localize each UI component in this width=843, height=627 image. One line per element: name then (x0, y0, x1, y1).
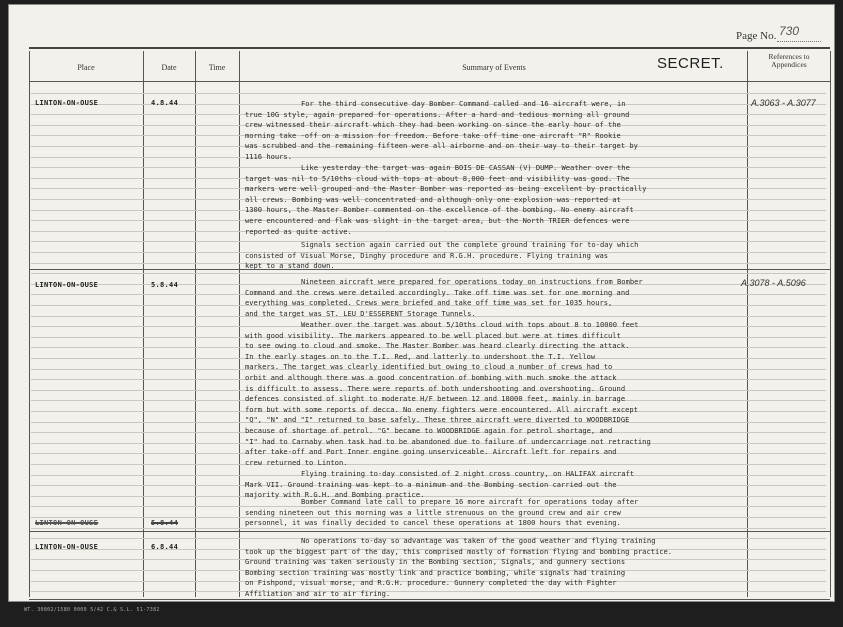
page-number-value: 730 (779, 24, 800, 38)
page-number-label: Page No. (736, 30, 777, 42)
printer-imprint: WT. 30802/1580 0000 5/42 C.& S.L. 51-7382 (24, 607, 160, 613)
entry-paragraph: Weather over the target was about 5/10ths cloud with tops about 8 to 10000 feet with good visibility. The markers appeared to be well placed but were at times difficult to see owing to cloud and smoke. The Master Bomber was heard clearly directing the attack. In the early stages on to the T.I. Red, and latterly to undershoot the T.I. Yellow markers. The target was clearly identified but owing to cloud a number of crews had to orbit and although there was a good concentration of bombing with much smoke the attack is difficult to assess. There were reports of both undershooting and overshooting. Ground defences consisted of slight to moderate H/F between 12 and 18000 feet, mainly in barrage form but with some reports of decca. No enemy fighters were encountered. All aircraft except "Q", "N" and "I" returned to base safely. These three aircraft were diverted to WOODBRIDGE because of shortage of petrol. "G" became to WOODBRIDGE again for petrol shortage, and "I" had to Carnaby when task had to be abandoned due to failure of undercarriage not retracting after take-off and Port Inner engine going unserviceable. Aircraft left for repairs and crew returned to Linton. (245, 320, 651, 467)
col-divider-time-summary (239, 51, 240, 597)
entry-date: 4.8.44 (151, 99, 179, 107)
entry-paragraph: Flying training to-day consisted of 2 night cross country, on HALIFAX aircraft Mark VII. Ground training was kept to a minimum and the Bombing section carried out the majority with R.G.H. and Bombing practice. (245, 469, 635, 500)
date-column-header: Date (161, 63, 177, 72)
entry-paragraph: No operations to-day so advantage was taken of the good weather and flying training took up the biggest part of the day, this comprised mostly of formation flying and bombing practice. Ground training was taken seriously in the Bombing section, Signals, and gunnery sections Bombing section training was mostly link and practice bombing, while signals had training on Fishpond, visual morse, and R.G.H. procedure. Gunnery completed the day with Fighter Affiliation and air to air firing. (245, 536, 673, 598)
entry-date: 5.8.44 (151, 281, 179, 289)
entry-place: LINTON-ON-OUSE (35, 99, 99, 107)
form-540-sheet (8, 4, 835, 602)
ruled-line (31, 273, 826, 274)
entry-paragraph: For the third consecutive day Bomber Command called and 16 aircraft were, in true 10G style, again prepared for operations. After a hard and tedious morning all ground crew witnessed their aircraft which they had been working on since the early hour of the morning take -off on a mission for freedom. Before take off time one aircraft "R" Rookie was scrubbed and the remaining fifteen were all airborne and on their way to their target by 1116 hours. (245, 99, 638, 161)
entry-paragraph: Bomber Command late call to prepare 16 more aircraft for operations today after sending nineteen out this morning was a little strenuous on the ground crew and air crew personnel, it was finally decided to cancel these operations at 1800 hours that evening. (245, 497, 639, 528)
summary-column-header: Summary of Events (462, 63, 526, 72)
col-divider-place-date (143, 51, 144, 597)
entry-separator (29, 269, 830, 270)
entry-date: 6.8.44 (151, 543, 179, 551)
table-right-border (830, 51, 831, 597)
entry-separator (29, 531, 830, 532)
entry-paragraph: Like yesterday the target was again BOIS DE CASSAN (V) DUMP. Weather over the target was nil to 5/10ths cloud with tops at about 8,000 feet and visibility was good. The markers were well grouped and the Master Bomber was reported as being excellent by practically all crews. Bombing was well concentrated and although only one explosion was reported at 1300 hours, the Master Bomber commented on the excellence of the bombing. No enemy aircraft were encountered and flak was slight in the target area, but the North TRIER defences were reported as quite active. (245, 163, 647, 236)
entry-reference: A.3078 - A.5096 (741, 278, 806, 288)
time-column-header: Time (208, 63, 226, 72)
table-left-border (29, 51, 30, 597)
secret-stamp: SECRET. (657, 55, 724, 72)
entry-place: LINTON-ON-OUSE (35, 543, 99, 551)
col-divider-date-time (195, 51, 196, 597)
entry-reference: A.3063 - A.3077 (751, 98, 816, 108)
page-number-underline (777, 41, 821, 42)
entry-date: 5.8.44 (151, 519, 179, 527)
entry-paragraph: Nineteen aircraft were prepared for operations today on instructions from Bomber Command and the crews were detailed accordingly. Take off time was set for one morning and everything was completed. Crews were briefed and take off time was set for 1035 hours, and the target was ST. LEU D'ESSERENT Storage Tunnels. (245, 277, 643, 318)
entry-place: LINTON-ON-OUSE (35, 281, 99, 289)
references-column-header: References to Appendices (768, 52, 810, 69)
header-bottom-border (29, 81, 830, 82)
table-bottom-border (29, 599, 830, 600)
entry-place: LINTON-ON-OUSE (35, 519, 99, 527)
ruled-line (31, 93, 826, 94)
place-column-header: Place (77, 63, 95, 72)
table-top-border (29, 47, 830, 49)
entry-paragraph: Signals section again carried out the complete ground training for to-day which consisted of Visual Morse, Dinghy procedure and R.G.H. procedure. Flying training was kept to a stand down. (245, 240, 639, 271)
